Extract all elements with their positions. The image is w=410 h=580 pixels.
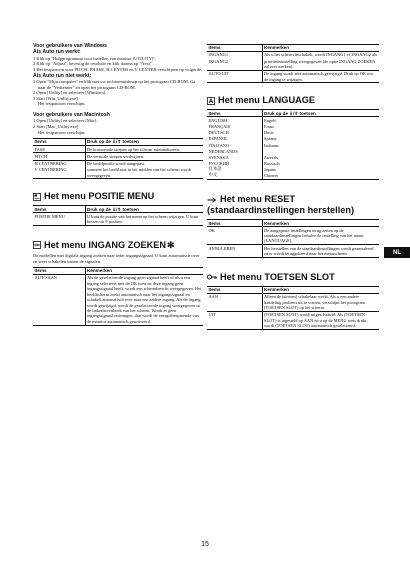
table-header-items: Items: [207, 286, 262, 293]
table-cell: POSITIE MENU: [33, 213, 85, 226]
table-cell: Japans: [264, 167, 276, 173]
table-cell: Russisch: [264, 161, 280, 167]
table-header-features: Kenmerken: [262, 220, 379, 227]
table-cell: Alleen de (stroom) schakelaar werkt. Als u een andere handeling probeert uit te voeren, verschijnt het pictogram (TOETSEN SLOT) op het scherm.: [262, 293, 379, 311]
table-cell: De verticale strepen verdwijnen.: [85, 153, 203, 160]
table-cell: FASE: [33, 146, 85, 153]
table-cell: De horizontale strepen op het scherm minimaliseren.: [85, 146, 203, 153]
page-number: 15: [201, 541, 209, 548]
table-cell: H CENTRERING: [33, 160, 85, 167]
table-cell: (TOETSEN SLOT) wordt uitgeschakeld. Als (TOETSEN SLOT) is ingesteld op AAN en u op de MENU toets drukt, wordt (TOETSEN SLOT) automatisch geselecteerd.: [262, 311, 379, 329]
windows-alt-step-2: 2 Open [Utility] en selecteer [Windows].: [33, 90, 107, 96]
table-row: [207, 245, 379, 258]
table-row: [207, 173, 379, 180]
table-cell: wanneer het beeld niet in het midden van het scherm wordt weergegeven.: [85, 167, 203, 179]
table-cell: SVENSKA: [207, 155, 262, 161]
key-icon: [207, 274, 217, 280]
language-side-tab: NL: [384, 247, 410, 258]
reset-table: [207, 219, 379, 258]
table-cell: ENGLISH: [207, 117, 262, 124]
left-column: [33, 0, 203, 326]
ingang-zoeken-title: [33, 240, 203, 251]
table-cell: Engels: [264, 117, 276, 123]
table-cell: De beeldpositie wordt aangepast.: [87, 160, 146, 166]
table-header-keys: Druk op de ⇓/⇑ toetsen: [262, 110, 379, 117]
table-row: [33, 146, 203, 153]
table-cell: UIT: [207, 311, 262, 329]
language-menu-title-text: Het menu LANGUAGE: [218, 95, 315, 106]
table-row: [207, 70, 379, 83]
table-cell: 日本語: [207, 167, 262, 173]
table-row: [207, 227, 379, 245]
table-header-items: Items: [33, 268, 85, 275]
ingang-continued-table: [207, 44, 379, 83]
table-header-items: Items: [207, 45, 262, 52]
mac-step-2: 2 Start [Mac_Utility.exe]: [33, 123, 79, 129]
ingang-intro: De modellen met digitale ingang zoeken naar ieder ingangssignaal. U kunt automatisch over en weer schakelen tussen de signalen.: [33, 252, 200, 264]
table-cell: Als de geselecteerde ingang geen signaal heeft of als u een ingang selecteert met de OK toets en deze ingang geen ingangssignaal heeft, wordt een schermbericht weergegeven. Het beeldscherm zoekt automatisch naar het ingangssignaal en schakelt automatisch over naar een andere ingang. Als de ingang wordt gewijzigd, wordt de geselecteerde ingang weergegeven in de linkerbovenhoek van het scherm. Wordt er geen ingangssignaal ontvangen, dan wordt de energiebesparende van de monitor automatisch geactiveerd.: [87, 275, 202, 324]
table-row: [33, 167, 203, 179]
language-table: [207, 109, 379, 180]
table-cell: OK: [207, 227, 262, 245]
table-header-keys: Druk op de ⇓/⇑ toetsen: [85, 139, 203, 146]
table-cell: prioriteitsinstelling weergegeven (de optie INGANG ZOEKEN zal niet werken).: [262, 58, 379, 70]
language-menu-title: [207, 95, 379, 106]
table-header-features: Kenmerken: [262, 286, 379, 293]
table-header-items: Items: [207, 220, 262, 227]
table-cell: Duits: [264, 130, 274, 136]
table-cell: V CENTRERING: [33, 167, 85, 179]
toetsen-slot-title-text: Het menu TOETSEN SLOT: [220, 271, 335, 282]
table-cell: INGANG1: [207, 52, 262, 59]
positie-table: [33, 205, 203, 226]
table-row: [33, 153, 203, 160]
mac-instructions: [33, 112, 203, 135]
table-row: [207, 58, 379, 70]
table-cell: Zweeds: [264, 154, 278, 160]
table-cell: Als u het scherm inschakelt, wordt INGANG1 of INGANG2 als: [264, 52, 377, 58]
table-cell: Chinees: [262, 173, 379, 180]
table-row: [207, 117, 379, 124]
language-icon: [207, 97, 215, 105]
table-row: [207, 311, 379, 329]
reset-arrow-icon: [207, 197, 217, 203]
table-cell: 中文: [207, 173, 262, 180]
windows-alt-step-1: 1 Open "Mijn computer" en klik met uw rechtermuisknop op het pictogram CD-ROM. Ga naar de "Verkenner" en open het pictogram CD-ROM.: [33, 79, 196, 90]
windows-step-2: 2 Klik op "Adjust", bevestig de resolutie en klik daarna op "Next".: [33, 61, 153, 67]
windows-step-3: 3 Het testpatroon voor PITCH, PHASE, H CENTER en V CENTER verschijnen op volgorde.: [33, 67, 203, 72]
ingang-table: [33, 267, 203, 325]
table-header-features: Kenmerken: [85, 268, 203, 275]
table-cell: ESPAÑOL: [207, 136, 262, 142]
mac-step-1: 1 Open [Utility] en selecteer [Mac].: [33, 118, 98, 124]
table-cell: U kunt de positie van het menu op het scherm wijzigen. U kunt kiezen uit 9 posities.: [85, 213, 203, 226]
table-header-features: Kenmerken: [262, 45, 379, 52]
reset-menu-title-text: Het menu RESET: [220, 194, 296, 205]
table-cell: AUTO UIT: [207, 70, 262, 83]
table-cell: DEUTSCH: [207, 130, 262, 136]
table-cell: De ingang wordt niet automatisch gewijzigd. Druk op OK om de ingang te wijzigen.: [262, 70, 379, 83]
table-cell: ITALIANO: [207, 142, 262, 148]
right-column: [207, 0, 379, 330]
positie-menu-title-text: Het menu POSITIE MENU: [44, 191, 155, 202]
table-cell: PITCH: [33, 153, 85, 160]
table-cell: AAN: [207, 293, 262, 311]
table-cell: Het herstellen van de standaardinstellingen wordt geannuleerd en er wordt teruggekeerd naar het menuscherm.: [262, 245, 379, 258]
windows-heading: Voor gebruikers van Windows: [33, 43, 107, 49]
slot-table: [207, 286, 379, 330]
table-cell: ANNULEREN: [207, 245, 262, 258]
table-row: [207, 293, 379, 311]
asterisk-icon: ✻: [167, 239, 175, 250]
positie-menu-title: [33, 191, 203, 202]
table-cell: AUTO AAN: [33, 275, 85, 325]
windows-alt-step-3: 3 Start [Win_Utility.exe].: [33, 95, 79, 101]
autorun-works-heading: Als Auto run werkt:: [33, 49, 81, 56]
table-header-items: Items: [33, 139, 85, 146]
table-cell: Spaans: [264, 136, 277, 142]
table-cell: NEDERLANDS: [207, 148, 262, 154]
table-cell: Frans: [264, 123, 274, 129]
table-header-keys: Druk op de ⇓/⇑ toetsen: [85, 206, 203, 213]
mac-heading: Voor gebruikers van Macintosh: [33, 111, 110, 118]
table-row: [33, 160, 203, 167]
adjust-table: [33, 138, 203, 179]
mac-result: Het testpatroon verschijnt.: [38, 129, 86, 135]
toetsen-slot-title: [207, 272, 379, 283]
reset-menu-subtitle: (standaardinstellingen herstellen): [207, 205, 355, 216]
windows-result: Het testpatroon verschijnt.: [38, 101, 86, 107]
ingang-zoeken-title-text: Het menu INGANG ZOEKEN: [44, 239, 166, 250]
table-cell: FRANÇAIS: [207, 124, 262, 130]
reset-menu-title: [207, 194, 379, 205]
table-cell: Italiaans: [264, 142, 279, 148]
position-menu-icon: [33, 193, 41, 201]
table-cell: РУССКИЙ: [207, 161, 262, 167]
table-cell: De aangepaste instellingen terug zetten op de standaardinstellingen behalve de instelling van het menu (LANGUAGE).: [262, 227, 379, 245]
table-header-items: Items: [33, 206, 85, 213]
autorun-not-works-heading: Als Auto run niet werkt:: [33, 72, 92, 79]
windows-step-1: 1 Klik op "Hulpprogramma voor instellen van monitor (UTILITY)".: [33, 55, 157, 61]
input-menu-icon: [33, 241, 41, 249]
table-row: [33, 275, 203, 325]
table-row: [33, 213, 203, 226]
table-cell: INGANG2: [207, 58, 262, 70]
table-header-items: Items: [207, 110, 262, 117]
windows-instructions: [33, 43, 203, 107]
table-row: [207, 52, 379, 59]
